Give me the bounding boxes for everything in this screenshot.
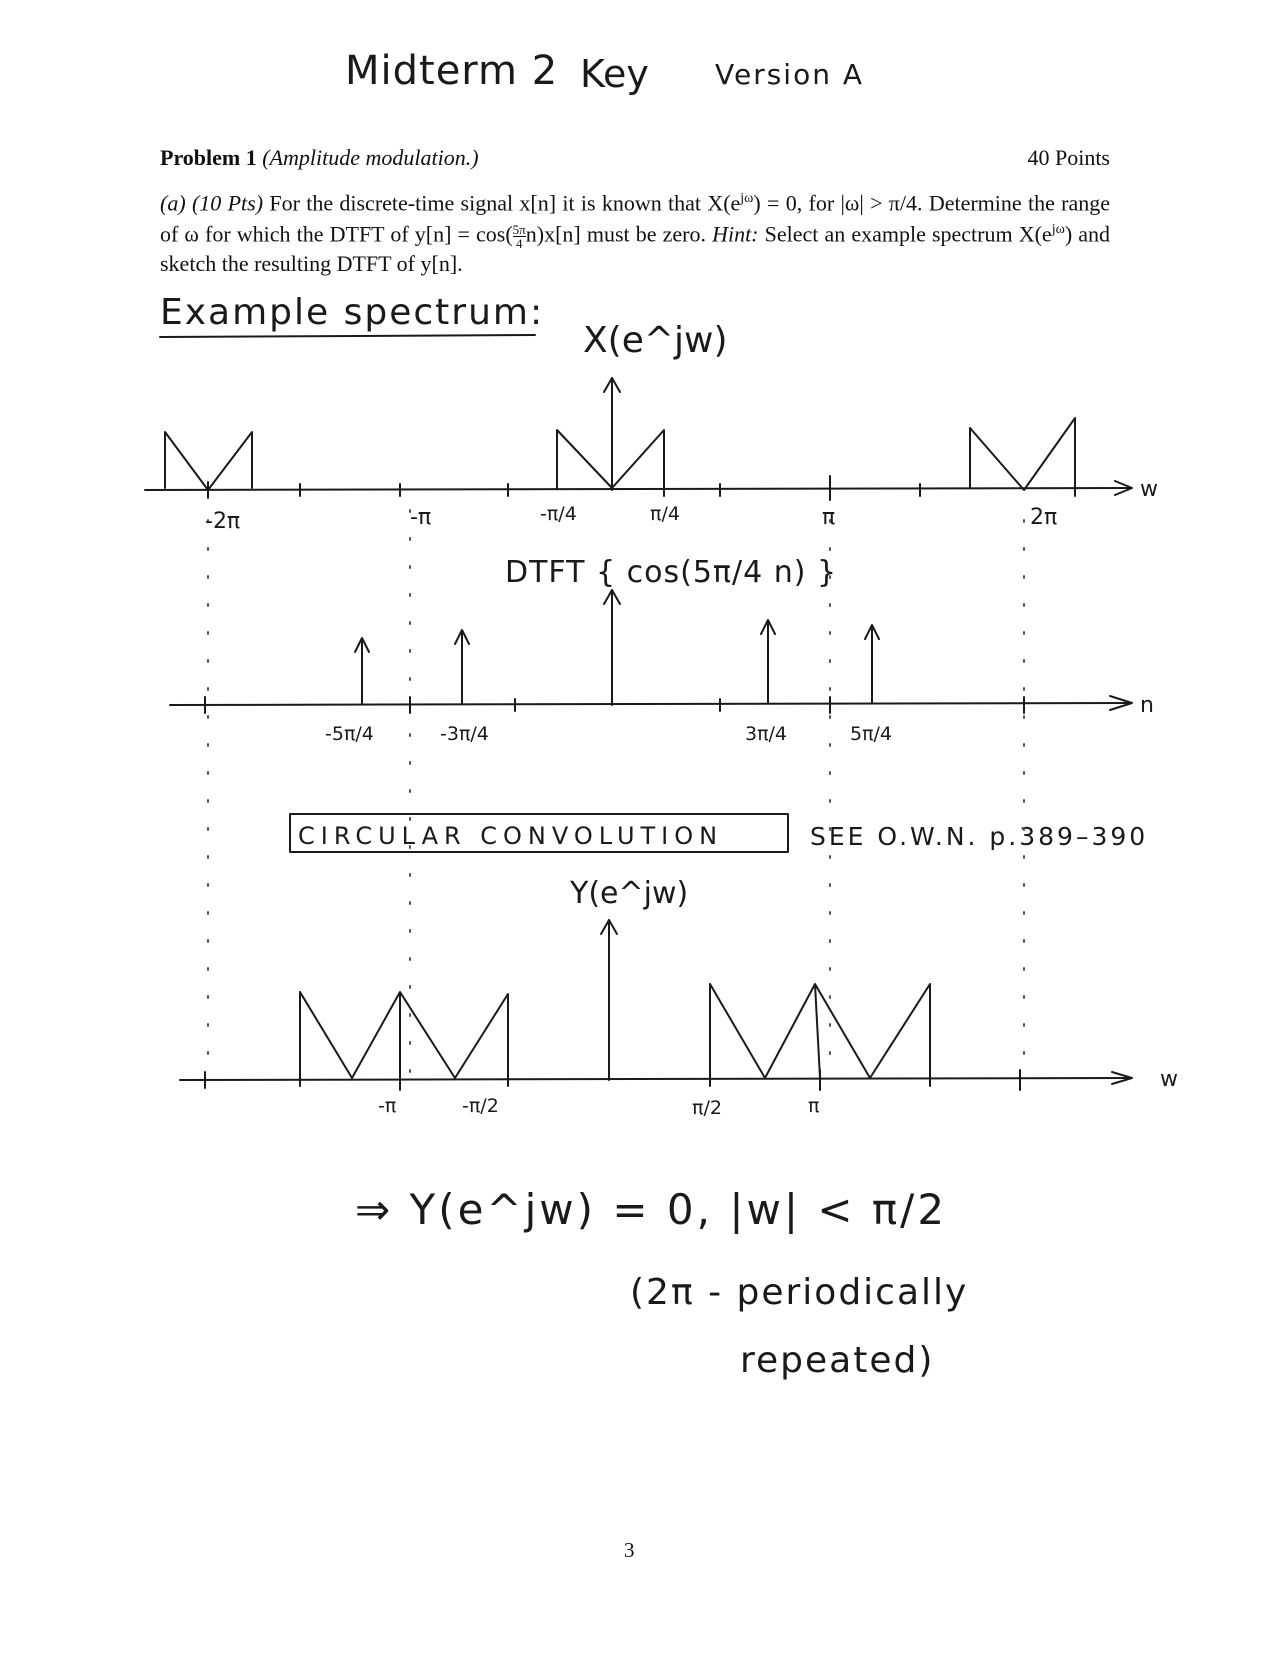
tick-neg-5pi4: -5π/4 xyxy=(325,723,374,745)
problem-title: Problem 1 xyxy=(160,145,257,170)
reference-label: SEE O.W.N. p.389–390 xyxy=(810,822,1149,851)
tick3-pi2: π/2 xyxy=(692,1097,722,1119)
plot3-spectrum-right xyxy=(710,984,930,1078)
page-number: 3 xyxy=(624,1538,635,1562)
tick-pos-3pi4: 3π/4 xyxy=(745,723,788,745)
example-spectrum-label: Example spectrum: xyxy=(160,292,545,333)
statement-sup-2: jω xyxy=(1051,222,1065,238)
plot3-axis-label: w xyxy=(1160,1067,1178,1092)
statement-sup-1: jω xyxy=(740,191,754,206)
statement-text-4: Select an example spectrum X(e xyxy=(764,221,1052,247)
periodic-note-line1: (2π - periodically xyxy=(630,1272,969,1313)
impulse-neg-3pi4 xyxy=(455,630,469,703)
impulse-neg-5pi4 xyxy=(355,638,369,703)
x-spectrum-label: X(e^jw) xyxy=(583,320,728,361)
plot1-axis xyxy=(145,488,1130,490)
tick-pi4: π/4 xyxy=(650,503,680,525)
statement-text-3: n)x[n] must be zero. xyxy=(525,221,706,247)
header-version: Version A xyxy=(715,58,865,91)
plot1-spectrum-center xyxy=(557,430,664,488)
statement-text-1: For the discrete-time signal x[n] it is known that X(e xyxy=(269,190,741,216)
tick3-neg-pi: -π xyxy=(378,1095,397,1117)
problem-points: 40 Points xyxy=(1027,145,1110,170)
plot1-spectrum-right xyxy=(970,418,1075,490)
periodic-note-line2: repeated) xyxy=(740,1340,935,1381)
convolution-box xyxy=(290,814,788,852)
hint-label: Hint: xyxy=(712,221,759,247)
impulse-pos-5pi4 xyxy=(865,625,879,703)
statement-text-2: ) = 0, for |ω| > π/4. Determine the range of ω for which the DTFT of y[n] = cos( xyxy=(160,190,1111,247)
plot1-axis-label: w xyxy=(1140,477,1158,502)
y-spectrum-label: Y(e^jw) xyxy=(570,876,689,911)
problem-subtitle: (Amplitude modulation.) xyxy=(262,145,479,170)
statement-text-5: ) and sketch the resulting DTFT of y[n]. xyxy=(160,221,1111,277)
plot2-axis xyxy=(170,703,1130,705)
fraction-num: 5π xyxy=(512,222,526,238)
header-key: Key xyxy=(580,52,649,96)
fraction-den: 4 xyxy=(515,236,523,252)
plot3-spectrum-left xyxy=(300,992,508,1078)
impulse-pos-3pi4 xyxy=(761,620,775,703)
plot3-axis xyxy=(180,1078,1130,1080)
tick-neg-pi: -π xyxy=(410,505,432,530)
plot2-axis-label: n xyxy=(1140,693,1154,718)
result-equation: ⇒ Y(e^jw) = 0, |w| < π/2 xyxy=(355,1185,948,1234)
tick3-pi: π xyxy=(808,1095,820,1117)
tick3-neg-pi2: -π/2 xyxy=(462,1095,499,1117)
tick-pos-5pi4: 5π/4 xyxy=(850,723,893,745)
example-underline xyxy=(160,335,535,337)
header-title: Midterm 2 xyxy=(345,48,559,94)
tick-neg-pi4: -π/4 xyxy=(540,503,577,525)
tick-2pi: 2π xyxy=(1030,505,1058,530)
tick-pi: π xyxy=(822,505,836,530)
tick-neg-3pi4: -3π/4 xyxy=(440,723,489,745)
dtft-cos-label: DTFT { cos(5π/4 n) } xyxy=(505,555,838,590)
circular-convolution-label: CIRCULAR CONVOLUTION xyxy=(298,822,724,850)
tick-neg-2pi: -2π xyxy=(205,509,241,534)
part-label: (a) (10 Pts) xyxy=(160,190,264,216)
